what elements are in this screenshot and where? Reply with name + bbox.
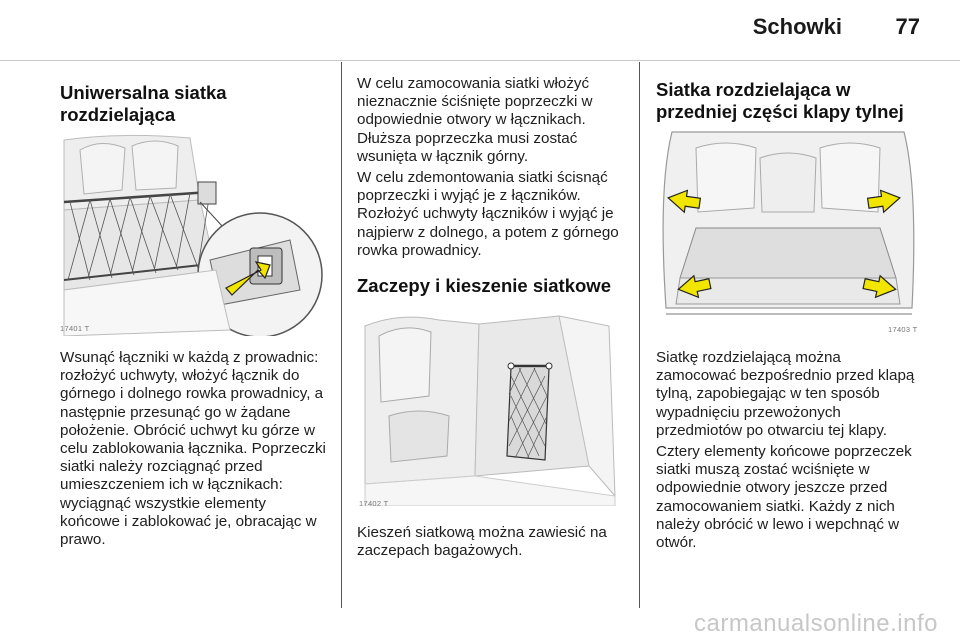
section-title: Schowki (752, 14, 842, 39)
body-text: Wsunąć łączniki w każdą z prowadnic: rozłożyć uchwyty, włożyć łącznik do górnego i dolnego rowka prowadnicy, a następnie przesunąć go w żądane położenie. Obrócić uchwyt ku górze w celu zablokowania łącznika. Poprzeczki siatki należy rozciągnąć przed umieszczeniem ich w łącznikach: wyciągnąć wszystkie elementy końcowe i zablokować je, obracając w prawo. (60, 349, 326, 549)
figure-tailgate-net (656, 128, 920, 334)
watermark: carmanualsonline.info (694, 610, 938, 637)
paragraph-end-pieces: Cztery elementy końcowe poprzeczek siatki muszą zostać wciśnięte w odpowiednie otwory jeszcze przed zamocowaniem siatki. Każdy z nich należy obrócić w lewo i wepchnąć w otwór. (656, 443, 912, 552)
figure-illustration (656, 128, 920, 334)
figure-code: 17402 T (359, 499, 389, 508)
paragraph-removal: W celu zdemontowania siatki ścisnąć poprzeczki i wyjąć je z łączników. Rozłożyć uchwyty łączników i wyjąć je najpierw z dolnego, a potem z górnego rowka prowadnicy. (357, 169, 619, 259)
heading-universal-net: Uniwersalna siatka rozdzielająca (60, 82, 227, 125)
figure-illustration (60, 130, 324, 336)
figure-net-pocket (359, 306, 623, 506)
heading-tailgate-net: Siatka rozdzielająca w przedniej części klapy tylnej (656, 79, 904, 122)
header-divider (0, 60, 960, 61)
figure-code: 17401 T (60, 324, 90, 333)
body-text-pocket: Kieszeń siatkową można zawiesić na zaczepach bagażowych. (357, 524, 607, 560)
column-divider-1 (341, 62, 342, 608)
column-divider-2 (639, 62, 640, 608)
paragraph-mounting: W celu zamocowania siatki włożyć nieznacznie ściśnięte poprzeczki w odpowiednie otwory w łącznikach. Dłuższa poprzeczka musi zostać wsunięta w łącznik górny. (357, 75, 593, 165)
figure-illustration (359, 306, 623, 506)
figure-code: 17403 T (888, 325, 918, 334)
page-number: 77 (895, 14, 920, 39)
heading-hooks-pockets: Zaczepy i kieszenie siatkowe (357, 275, 611, 296)
figure-universal-net (60, 130, 324, 336)
paragraph-tailgate-net: Siatkę rozdzielającą można zamocować bezpośrednio przed klapą tylną, zapobiegając w ten sposób wypadnięciu przewożonych przedmiotów po otwarciu tej klapy. (656, 349, 915, 439)
page-header (0, 0, 960, 62)
